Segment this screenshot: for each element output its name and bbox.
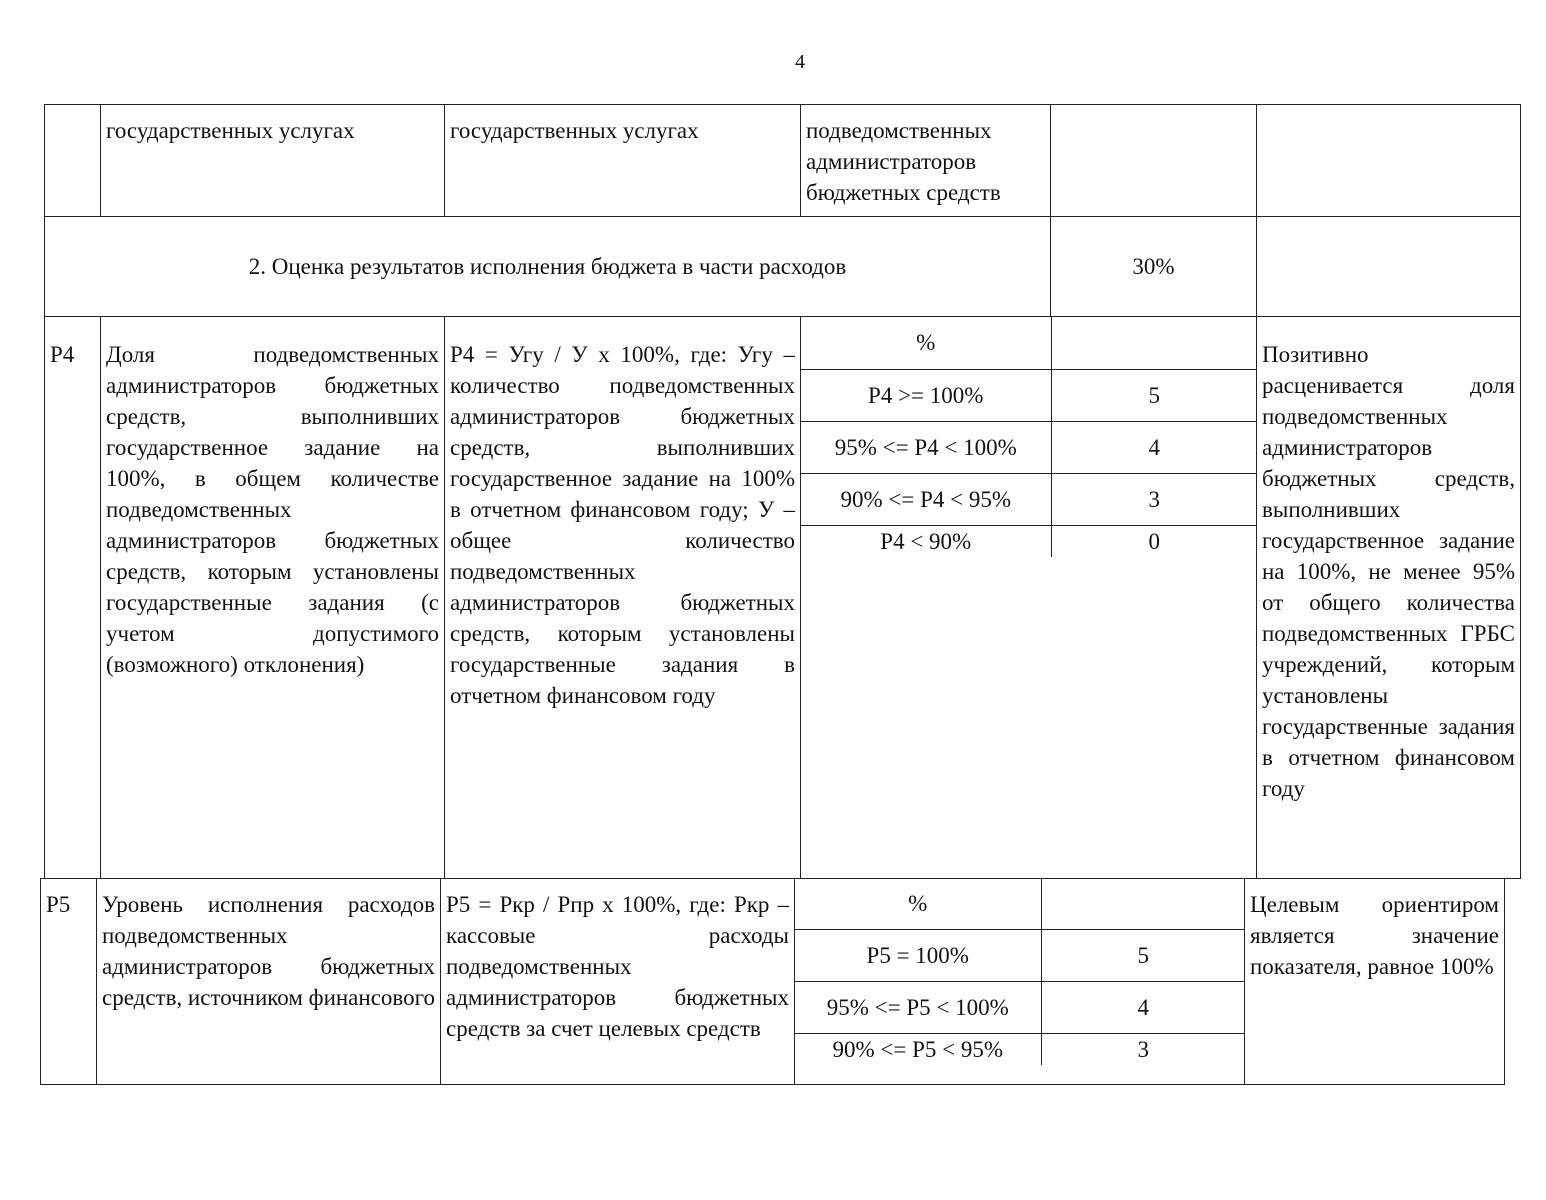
scale-score: 0 [1148, 528, 1160, 554]
scale-score: 5 [1041, 929, 1245, 981]
score-cell [1051, 105, 1257, 217]
scale-row [795, 1033, 1245, 1065]
scale-cell [801, 317, 1257, 879]
indicator-note: Целевым ориентиром является значение показателя, равное 100% [1245, 879, 1505, 1085]
unit-label: % [795, 879, 1041, 929]
scale-score: 3 [1051, 473, 1257, 525]
indicator-name: Доля подведомственных администраторов бюджетных средств, выполнивших государственное задание на 100%, в общем количестве подведомственных администраторов бюджетных средств, которым установлены государственные задания (с учетом допустимого (возможного) отклонения) [101, 317, 445, 879]
scale-row [801, 525, 1257, 557]
evaluation-table-continued [40, 878, 1505, 1085]
unit-cell: подведомственных администраторов бюджетных средств [801, 105, 1051, 217]
note-cell [1257, 105, 1521, 217]
scale-row [795, 879, 1245, 929]
scale-score: 4 [1051, 421, 1257, 473]
scale-score: 4 [1041, 981, 1245, 1033]
section-row [45, 217, 1521, 317]
indicator-code: P4 [45, 317, 101, 879]
name-cell: государственных услугах [101, 105, 445, 217]
indicator-formula: P4 = Угу / У x 100%, где: Угу – количество подведомственных администраторов бюджетных средств, выполнивших государственное задание на 100% в отчетном финансовом году; У – общее количество подведомственных администраторов бюджетных средств, которым установлены государственные задания в отчетном финансовом году [445, 317, 801, 879]
scale-row [795, 929, 1245, 981]
scale-row [795, 981, 1245, 1033]
scale-row [801, 317, 1257, 369]
indicator-code: P5 [41, 879, 97, 1085]
unit-score-empty [1051, 317, 1257, 369]
indicator-note: Позитивно расценивается доля подведомственных администраторов бюджетных средств, выполнивших государственное задание на 100%, не менее 95% от общего количества подведомственных ГРБС учреждений, которым установлены государственные задания в отчетном финансовом году [1257, 317, 1521, 879]
section-note-cell [1257, 217, 1521, 317]
indicator-name: Уровень исполнения расходов подведомственных администраторов бюджетных средств, источником финансового [97, 879, 441, 1085]
formula-cell: государственных услугах [445, 105, 801, 217]
section-title: 2. Оценка результатов исполнения бюджета в части расходов [45, 217, 1051, 317]
scale-row [801, 369, 1257, 421]
table-row [45, 317, 1521, 879]
scale-score: 3 [1137, 1036, 1149, 1062]
scale-condition: 90% <= P5 < 95% [795, 1033, 1041, 1065]
scale-row [801, 473, 1257, 525]
scale-condition: P4 >= 100% [801, 369, 1051, 421]
section-weight: 30% [1051, 217, 1257, 317]
code-cell [45, 105, 101, 217]
evaluation-table [44, 104, 1521, 879]
scale-row [801, 421, 1257, 473]
indicator-formula: P5 = Ркр / Рпр x 100%, где: Ркр – кассовые расходы подведомственных администраторов бюджетных средств за счет целевых средств [441, 879, 795, 1085]
scale-condition: P5 = 100% [795, 929, 1041, 981]
page-number: 4 [795, 51, 805, 73]
scale-condition: 95% <= P4 < 100% [801, 421, 1051, 473]
scale-table [801, 317, 1257, 557]
scale-cell [795, 879, 1245, 1085]
table-row [41, 879, 1505, 1085]
unit-score-empty [1041, 879, 1245, 929]
unit-label: % [801, 317, 1051, 369]
scale-table [795, 879, 1245, 1065]
scale-condition: 90% <= P4 < 95% [801, 473, 1051, 525]
table-row [45, 105, 1521, 217]
scale-score: 5 [1051, 369, 1257, 421]
scale-condition: 95% <= P5 < 100% [795, 981, 1041, 1033]
scale-condition: P4 < 90% [801, 525, 1051, 557]
